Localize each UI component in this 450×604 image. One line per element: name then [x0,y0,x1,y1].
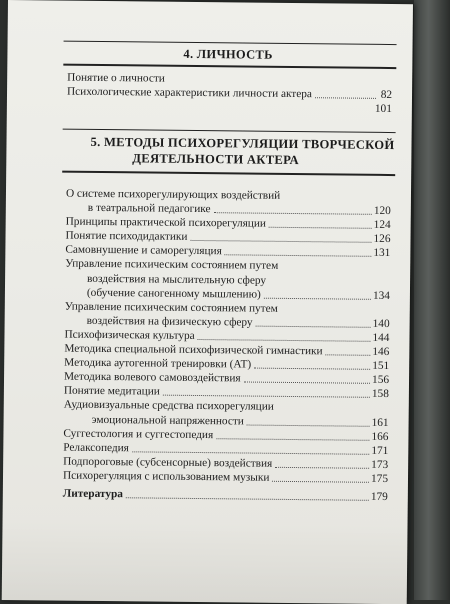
toc-entry-label: Понятие о личности [67,71,165,85]
toc-entry [63,468,388,485]
toc-entry-label: воздействия на физическую сферу [86,314,253,329]
leader-dots [315,97,376,99]
toc-entry-label: (обучение саногенному мышлению) [86,286,261,301]
toc-entry-label: Понятие психодидактики [65,229,188,244]
toc-entry-page: 140 [372,317,390,330]
toc-entry-page: 161 [371,416,389,429]
section5-toc [63,187,391,504]
toc-entry-label: Методика специальной психофизической гимнастики [64,342,323,358]
leader-dots [275,467,369,469]
toc-entry-page: 124 [373,219,391,232]
toc-entry-page: 144 [372,331,390,344]
leader-dots [244,382,370,384]
toc-entry-page: 179 [370,490,388,503]
leader-dots [70,110,373,113]
toc-entry-label: Литература [62,487,124,501]
toc-entry-label: Психологические характеристики личности актера [66,85,313,101]
toc-entry-page: 166 [371,430,389,443]
toc-entry-label: Подпороговые (субсенсорные) воздействия [63,455,273,470]
toc-entry-page: 120 [373,204,391,218]
leader-dots [247,424,370,426]
toc-entry-label: О системе психорегулирующих воздействий [65,187,281,202]
toc-entry-label: в театральной педагогике [87,201,211,216]
toc-entry-label: Методика волевого самовоздействия [63,370,241,385]
toc-entry-label: Психофизическая культура [64,328,195,342]
book-spine [414,0,450,600]
book-page [2,0,413,604]
leader-dots [198,339,371,342]
toc-entry-page: 126 [373,233,391,246]
leader-dots [256,326,371,328]
toc-entry-page: 131 [373,247,391,260]
toc-entry-page: 171 [371,444,389,457]
toc-entry-label: Самовнушение и саморегуляция [65,243,222,258]
leader-dots [126,497,369,501]
toc-entry [67,99,392,116]
rule-top-section4 [64,41,397,45]
rule-under-section4 [63,64,396,69]
leader-dots [269,227,372,229]
toc-entry-page: 173 [371,458,389,471]
toc-entry-page: 158 [371,388,389,401]
toc-entry-label: Управление психическим состоянием путем [64,300,278,315]
leader-dots [190,240,371,243]
leader-dots [132,451,369,454]
toc-entry-label: Суггестология и суггестопедия [63,427,214,441]
leader-dots [272,481,369,483]
toc-entry-page: 134 [372,289,390,302]
leader-dots [254,368,370,370]
toc-entry-page: 156 [372,374,390,387]
toc-entry-label: эмоциональной напряженности [91,413,244,427]
rule-under-section5 [62,171,395,176]
toc-entry-page: 101 [374,103,392,116]
toc-entry-label: Принципы практической психорегуляции [65,215,267,230]
toc-entry-page: 151 [372,359,390,373]
toc-entry-label: Управление психическим состоянием путем [65,258,279,273]
toc-entry-literature [63,487,388,504]
leader-dots [225,255,372,258]
toc-entry-label: Аудиовизуальные средства психорегуляции [63,399,274,414]
toc-entry-label: Психорегуляция с использованием музыки [62,469,270,484]
toc-entry-page: 146 [372,345,390,359]
leader-dots [326,354,371,355]
page-shadow [2,520,408,604]
toc-entry-label: воздействия на мыслительную сферу [87,272,267,287]
toc-entry-page: 82 [380,89,393,102]
rule-top-section5 [63,129,396,133]
toc-entry-label: Релаксопедия [63,441,129,454]
leader-dots [214,212,372,215]
toc-entry-label: Методика аутогенной тренировки (АТ) [64,356,252,371]
section5-heading-line1: 5. МЕТОДЫ ПСИХОРЕГУЛЯЦИИ ТВОРЧЕСКОЙ [90,134,395,153]
leader-dots [264,297,371,299]
section5-heading-line2: ДЕЯТЕЛЬНОСТИ АКТЕРА [132,151,300,168]
section4-toc [67,71,392,117]
section4-heading: 4. ЛИЧНОСТЬ [183,46,273,62]
leader-dots [216,438,369,441]
toc-entry-page: 175 [370,472,389,485]
toc-entry-label: Понятие медитации [63,384,160,398]
leader-dots [163,395,370,398]
